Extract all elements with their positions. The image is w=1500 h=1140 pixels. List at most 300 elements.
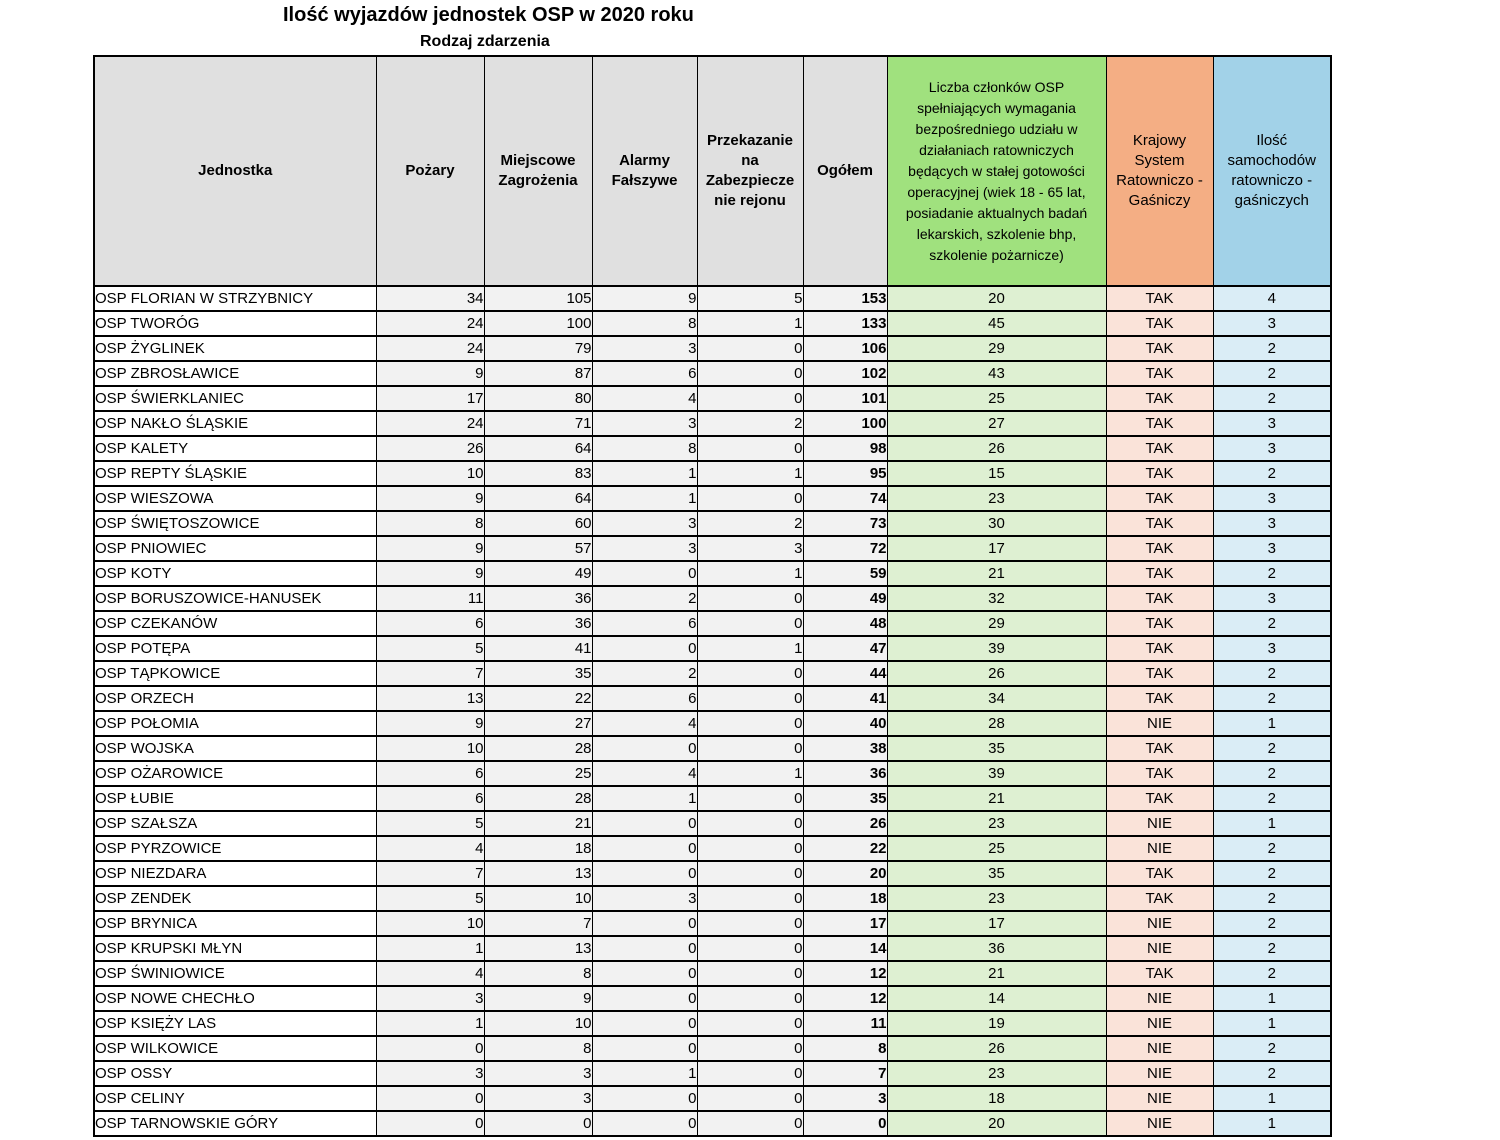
vehicles-count-cell: 2	[1213, 611, 1331, 636]
unit-name-cell: OSP OSSY	[94, 1061, 376, 1086]
miejscowe-zagrozenia-cell: 71	[484, 411, 592, 436]
przekazanie-cell: 0	[697, 436, 803, 461]
miejscowe-zagrozenia-cell: 10	[484, 1011, 592, 1036]
miejscowe-zagrozenia-cell: 8	[484, 1036, 592, 1061]
table-row	[94, 786, 1331, 811]
przekazanie-cell: 0	[697, 936, 803, 961]
alarmy-falszywe-cell: 2	[592, 586, 697, 611]
unit-name-cell: OSP CELINY	[94, 1086, 376, 1111]
members-count-cell: 23	[887, 811, 1106, 836]
pozary-cell: 3	[376, 1061, 484, 1086]
przekazanie-cell: 5	[697, 286, 803, 311]
pozary-cell: 1	[376, 936, 484, 961]
ksrg-status-cell: NIE	[1106, 811, 1213, 836]
miejscowe-zagrozenia-cell: 13	[484, 936, 592, 961]
przekazanie-cell: 0	[697, 336, 803, 361]
pozary-cell: 0	[376, 1086, 484, 1111]
column-header-miejscowe-zagrozenia: Miejscowe Zagrożenia	[484, 56, 592, 286]
members-count-cell: 35	[887, 736, 1106, 761]
members-count-cell: 21	[887, 786, 1106, 811]
pozary-cell: 7	[376, 661, 484, 686]
ksrg-status-cell: NIE	[1106, 911, 1213, 936]
osp-statistics-table	[93, 55, 1332, 1137]
pozary-cell: 5	[376, 811, 484, 836]
pozary-cell: 17	[376, 386, 484, 411]
members-count-cell: 39	[887, 636, 1106, 661]
ksrg-status-cell: NIE	[1106, 1061, 1213, 1086]
pozary-cell: 9	[376, 361, 484, 386]
miejscowe-zagrozenia-cell: 105	[484, 286, 592, 311]
vehicles-count-cell: 3	[1213, 411, 1331, 436]
ogolem-cell: 7	[803, 1061, 887, 1086]
alarmy-falszywe-cell: 0	[592, 1011, 697, 1036]
table-row	[94, 436, 1331, 461]
ksrg-status-cell: NIE	[1106, 1086, 1213, 1111]
przekazanie-cell: 0	[697, 1086, 803, 1111]
unit-name-cell: OSP ŁUBIE	[94, 786, 376, 811]
pozary-cell: 11	[376, 586, 484, 611]
przekazanie-cell: 3	[697, 536, 803, 561]
miejscowe-zagrozenia-cell: 100	[484, 311, 592, 336]
ksrg-status-cell: NIE	[1106, 711, 1213, 736]
przekazanie-cell: 1	[697, 761, 803, 786]
members-count-cell: 26	[887, 1036, 1106, 1061]
ogolem-cell: 8	[803, 1036, 887, 1061]
ogolem-cell: 14	[803, 936, 887, 961]
ogolem-cell: 106	[803, 336, 887, 361]
members-count-cell: 23	[887, 486, 1106, 511]
members-count-cell: 23	[887, 1061, 1106, 1086]
members-count-cell: 19	[887, 1011, 1106, 1036]
pozary-cell: 9	[376, 711, 484, 736]
alarmy-falszywe-cell: 3	[592, 536, 697, 561]
ogolem-cell: 38	[803, 736, 887, 761]
alarmy-falszywe-cell: 1	[592, 1061, 697, 1086]
vehicles-count-cell: 2	[1213, 1061, 1331, 1086]
table-row	[94, 511, 1331, 536]
przekazanie-cell: 0	[697, 661, 803, 686]
vehicles-count-cell: 3	[1213, 436, 1331, 461]
vehicles-count-cell: 2	[1213, 836, 1331, 861]
vehicles-count-cell: 1	[1213, 986, 1331, 1011]
przekazanie-cell: 0	[697, 911, 803, 936]
column-header-ksrg: Krajowy System Ratowniczo - Gaśniczy	[1106, 56, 1213, 286]
alarmy-falszywe-cell: 1	[592, 786, 697, 811]
ksrg-status-cell: TAK	[1106, 386, 1213, 411]
unit-name-cell: OSP BRYNICA	[94, 911, 376, 936]
vehicles-count-cell: 3	[1213, 486, 1331, 511]
alarmy-falszywe-cell: 0	[592, 1036, 697, 1061]
event-type-group-label: Rodzaj zdarzenia	[420, 33, 550, 50]
members-count-cell: 27	[887, 411, 1106, 436]
table-row	[94, 911, 1331, 936]
unit-name-cell: OSP ZBROSŁAWICE	[94, 361, 376, 386]
przekazanie-cell: 1	[697, 311, 803, 336]
table-row	[94, 711, 1331, 736]
unit-name-cell: OSP ORZECH	[94, 686, 376, 711]
vehicles-count-cell: 2	[1213, 936, 1331, 961]
ksrg-status-cell: TAK	[1106, 761, 1213, 786]
ogolem-cell: 48	[803, 611, 887, 636]
ogolem-cell: 18	[803, 886, 887, 911]
przekazanie-cell: 0	[697, 686, 803, 711]
ogolem-cell: 26	[803, 811, 887, 836]
miejscowe-zagrozenia-cell: 79	[484, 336, 592, 361]
table-row	[94, 536, 1331, 561]
pozary-cell: 26	[376, 436, 484, 461]
alarmy-falszywe-cell: 4	[592, 711, 697, 736]
miejscowe-zagrozenia-cell: 8	[484, 961, 592, 986]
miejscowe-zagrozenia-cell: 18	[484, 836, 592, 861]
pozary-cell: 0	[376, 1111, 484, 1136]
vehicles-count-cell: 2	[1213, 911, 1331, 936]
ogolem-cell: 20	[803, 861, 887, 886]
table-row	[94, 1086, 1331, 1111]
alarmy-falszywe-cell: 1	[592, 486, 697, 511]
pozary-cell: 5	[376, 886, 484, 911]
unit-name-cell: OSP ŚWINIOWICE	[94, 961, 376, 986]
unit-name-cell: OSP WOJSKA	[94, 736, 376, 761]
unit-name-cell: OSP BORUSZOWICE-HANUSEK	[94, 586, 376, 611]
ksrg-status-cell: NIE	[1106, 936, 1213, 961]
miejscowe-zagrozenia-cell: 36	[484, 586, 592, 611]
pozary-cell: 4	[376, 836, 484, 861]
column-header-alarmy-falszywe: Alarmy Fałszywe	[592, 56, 697, 286]
table-row	[94, 886, 1331, 911]
alarmy-falszywe-cell: 0	[592, 736, 697, 761]
vehicles-count-cell: 2	[1213, 961, 1331, 986]
unit-name-cell: OSP NAKŁO ŚLĄSKIE	[94, 411, 376, 436]
unit-name-cell: OSP REPTY ŚLĄSKIE	[94, 461, 376, 486]
miejscowe-zagrozenia-cell: 41	[484, 636, 592, 661]
members-count-cell: 43	[887, 361, 1106, 386]
unit-name-cell: OSP ŻYGLINEK	[94, 336, 376, 361]
ogolem-cell: 101	[803, 386, 887, 411]
vehicles-count-cell: 3	[1213, 511, 1331, 536]
pozary-cell: 9	[376, 486, 484, 511]
alarmy-falszywe-cell: 0	[592, 636, 697, 661]
unit-name-cell: OSP KRUPSKI MŁYN	[94, 936, 376, 961]
przekazanie-cell: 0	[697, 1011, 803, 1036]
przekazanie-cell: 0	[697, 886, 803, 911]
pozary-cell: 6	[376, 786, 484, 811]
ogolem-cell: 44	[803, 661, 887, 686]
ksrg-status-cell: TAK	[1106, 511, 1213, 536]
unit-name-cell: OSP KALETY	[94, 436, 376, 461]
pozary-cell: 1	[376, 1011, 484, 1036]
vehicles-count-cell: 2	[1213, 686, 1331, 711]
ksrg-status-cell: TAK	[1106, 536, 1213, 561]
ksrg-status-cell: TAK	[1106, 886, 1213, 911]
table-row	[94, 1036, 1331, 1061]
ksrg-status-cell: TAK	[1106, 311, 1213, 336]
vehicles-count-cell: 3	[1213, 536, 1331, 561]
ogolem-cell: 102	[803, 361, 887, 386]
pozary-cell: 6	[376, 761, 484, 786]
miejscowe-zagrozenia-cell: 80	[484, 386, 592, 411]
ksrg-status-cell: TAK	[1106, 661, 1213, 686]
ogolem-cell: 11	[803, 1011, 887, 1036]
table-row	[94, 761, 1331, 786]
alarmy-falszywe-cell: 4	[592, 386, 697, 411]
members-count-cell: 17	[887, 536, 1106, 561]
members-count-cell: 45	[887, 311, 1106, 336]
przekazanie-cell: 0	[697, 1111, 803, 1136]
vehicles-count-cell: 2	[1213, 786, 1331, 811]
members-count-cell: 18	[887, 1086, 1106, 1111]
miejscowe-zagrozenia-cell: 64	[484, 486, 592, 511]
vehicles-count-cell: 2	[1213, 561, 1331, 586]
pozary-cell: 13	[376, 686, 484, 711]
table-row	[94, 836, 1331, 861]
ksrg-status-cell: TAK	[1106, 736, 1213, 761]
przekazanie-cell: 0	[697, 736, 803, 761]
przekazanie-cell: 0	[697, 861, 803, 886]
ksrg-status-cell: TAK	[1106, 286, 1213, 311]
miejscowe-zagrozenia-cell: 60	[484, 511, 592, 536]
vehicles-count-cell: 2	[1213, 736, 1331, 761]
alarmy-falszywe-cell: 0	[592, 911, 697, 936]
miejscowe-zagrozenia-cell: 35	[484, 661, 592, 686]
ogolem-cell: 73	[803, 511, 887, 536]
miejscowe-zagrozenia-cell: 10	[484, 886, 592, 911]
ogolem-cell: 3	[803, 1086, 887, 1111]
ksrg-status-cell: TAK	[1106, 686, 1213, 711]
members-count-cell: 26	[887, 436, 1106, 461]
members-count-cell: 26	[887, 661, 1106, 686]
przekazanie-cell: 1	[697, 561, 803, 586]
ksrg-status-cell: TAK	[1106, 561, 1213, 586]
ksrg-status-cell: NIE	[1106, 986, 1213, 1011]
vehicles-count-cell: 1	[1213, 1111, 1331, 1136]
alarmy-falszywe-cell: 0	[592, 936, 697, 961]
pozary-cell: 10	[376, 736, 484, 761]
unit-name-cell: OSP PNIOWIEC	[94, 536, 376, 561]
pozary-cell: 24	[376, 336, 484, 361]
alarmy-falszywe-cell: 8	[592, 436, 697, 461]
przekazanie-cell: 0	[697, 361, 803, 386]
unit-name-cell: OSP KSIĘŻY LAS	[94, 1011, 376, 1036]
table-body	[94, 286, 1331, 1136]
ksrg-status-cell: TAK	[1106, 361, 1213, 386]
members-count-cell: 29	[887, 611, 1106, 636]
pozary-cell: 4	[376, 961, 484, 986]
members-count-cell: 39	[887, 761, 1106, 786]
przekazanie-cell: 2	[697, 511, 803, 536]
miejscowe-zagrozenia-cell: 7	[484, 911, 592, 936]
table-row	[94, 661, 1331, 686]
ogolem-cell: 17	[803, 911, 887, 936]
miejscowe-zagrozenia-cell: 22	[484, 686, 592, 711]
ksrg-status-cell: TAK	[1106, 486, 1213, 511]
members-count-cell: 17	[887, 911, 1106, 936]
ksrg-status-cell: TAK	[1106, 586, 1213, 611]
vehicles-count-cell: 1	[1213, 811, 1331, 836]
unit-name-cell: OSP NOWE CHECHŁO	[94, 986, 376, 1011]
vehicles-count-cell: 2	[1213, 761, 1331, 786]
table-row	[94, 686, 1331, 711]
column-header-liczba-czlonkow: Liczba członków OSP spełniających wymagania bezpośredniego udziału w działaniach ratowniczych będących w stałej gotowości operacyjnej (wiek 18 - 65 lat, posiadanie aktualnych badań lekarskich, szkolenie bhp, szkolenie pożarnicze)	[887, 56, 1106, 286]
members-count-cell: 30	[887, 511, 1106, 536]
alarmy-falszywe-cell: 0	[592, 561, 697, 586]
table-row	[94, 561, 1331, 586]
ogolem-cell: 22	[803, 836, 887, 861]
members-count-cell: 15	[887, 461, 1106, 486]
ogolem-cell: 72	[803, 536, 887, 561]
ogolem-cell: 95	[803, 461, 887, 486]
unit-name-cell: OSP ZENDEK	[94, 886, 376, 911]
unit-name-cell: OSP NIEZDARA	[94, 861, 376, 886]
unit-name-cell: OSP POŁOMIA	[94, 711, 376, 736]
alarmy-falszywe-cell: 8	[592, 311, 697, 336]
przekazanie-cell: 0	[697, 711, 803, 736]
przekazanie-cell: 0	[697, 986, 803, 1011]
pozary-cell: 24	[376, 411, 484, 436]
members-count-cell: 20	[887, 286, 1106, 311]
members-count-cell: 23	[887, 886, 1106, 911]
miejscowe-zagrozenia-cell: 9	[484, 986, 592, 1011]
miejscowe-zagrozenia-cell: 28	[484, 786, 592, 811]
miejscowe-zagrozenia-cell: 57	[484, 536, 592, 561]
unit-name-cell: OSP POTĘPA	[94, 636, 376, 661]
ogolem-cell: 40	[803, 711, 887, 736]
vehicles-count-cell: 3	[1213, 311, 1331, 336]
ogolem-cell: 12	[803, 986, 887, 1011]
alarmy-falszywe-cell: 2	[592, 661, 697, 686]
vehicles-count-cell: 2	[1213, 361, 1331, 386]
unit-name-cell: OSP WILKOWICE	[94, 1036, 376, 1061]
pozary-cell: 34	[376, 286, 484, 311]
ogolem-cell: 98	[803, 436, 887, 461]
alarmy-falszywe-cell: 0	[592, 811, 697, 836]
vehicles-count-cell: 1	[1213, 1086, 1331, 1111]
members-count-cell: 29	[887, 336, 1106, 361]
table-row	[94, 636, 1331, 661]
alarmy-falszywe-cell: 0	[592, 1111, 697, 1136]
unit-name-cell: OSP ŚWIĘTOSZOWICE	[94, 511, 376, 536]
members-count-cell: 14	[887, 986, 1106, 1011]
miejscowe-zagrozenia-cell: 64	[484, 436, 592, 461]
ogolem-cell: 59	[803, 561, 887, 586]
table-row	[94, 736, 1331, 761]
przekazanie-cell: 0	[697, 786, 803, 811]
unit-name-cell: OSP PYRZOWICE	[94, 836, 376, 861]
alarmy-falszywe-cell: 0	[592, 961, 697, 986]
ogolem-cell: 0	[803, 1111, 887, 1136]
miejscowe-zagrozenia-cell: 21	[484, 811, 592, 836]
miejscowe-zagrozenia-cell: 3	[484, 1086, 592, 1111]
alarmy-falszywe-cell: 3	[592, 411, 697, 436]
alarmy-falszywe-cell: 3	[592, 336, 697, 361]
table-row	[94, 586, 1331, 611]
ogolem-cell: 100	[803, 411, 887, 436]
przekazanie-cell: 0	[697, 811, 803, 836]
column-header-pozary: Pożary	[376, 56, 484, 286]
miejscowe-zagrozenia-cell: 0	[484, 1111, 592, 1136]
alarmy-falszywe-cell: 9	[592, 286, 697, 311]
ogolem-cell: 133	[803, 311, 887, 336]
ksrg-status-cell: TAK	[1106, 961, 1213, 986]
miejscowe-zagrozenia-cell: 83	[484, 461, 592, 486]
przekazanie-cell: 0	[697, 586, 803, 611]
ksrg-status-cell: NIE	[1106, 1011, 1213, 1036]
unit-name-cell: OSP OŻAROWICE	[94, 761, 376, 786]
members-count-cell: 20	[887, 1111, 1106, 1136]
przekazanie-cell: 0	[697, 486, 803, 511]
column-header-przekazanie: Przekazanie na Zabezpieczenie rejonu	[697, 56, 803, 286]
unit-name-cell: OSP SZAŁSZA	[94, 811, 376, 836]
przekazanie-cell: 1	[697, 461, 803, 486]
table-row	[94, 336, 1331, 361]
unit-name-cell: OSP ŚWIERKLANIEC	[94, 386, 376, 411]
table-header-row	[94, 56, 1331, 286]
members-count-cell: 21	[887, 961, 1106, 986]
alarmy-falszywe-cell: 6	[592, 686, 697, 711]
table-row	[94, 386, 1331, 411]
table-row	[94, 611, 1331, 636]
miejscowe-zagrozenia-cell: 36	[484, 611, 592, 636]
alarmy-falszywe-cell: 6	[592, 361, 697, 386]
pozary-cell: 10	[376, 461, 484, 486]
vehicles-count-cell: 2	[1213, 1036, 1331, 1061]
pozary-cell: 6	[376, 611, 484, 636]
column-header-ilosc-samochodow: Ilość samochodów ratowniczo - gaśniczych	[1213, 56, 1331, 286]
ksrg-status-cell: NIE	[1106, 1111, 1213, 1136]
table-row	[94, 811, 1331, 836]
members-count-cell: 21	[887, 561, 1106, 586]
table-row	[94, 486, 1331, 511]
alarmy-falszywe-cell: 0	[592, 986, 697, 1011]
table-row	[94, 1111, 1331, 1136]
pozary-cell: 9	[376, 536, 484, 561]
members-count-cell: 36	[887, 936, 1106, 961]
alarmy-falszywe-cell: 0	[592, 1086, 697, 1111]
miejscowe-zagrozenia-cell: 49	[484, 561, 592, 586]
alarmy-falszywe-cell: 3	[592, 886, 697, 911]
przekazanie-cell: 0	[697, 1061, 803, 1086]
pozary-cell: 9	[376, 561, 484, 586]
table-row	[94, 311, 1331, 336]
ogolem-cell: 74	[803, 486, 887, 511]
alarmy-falszywe-cell: 1	[592, 461, 697, 486]
vehicles-count-cell: 1	[1213, 1011, 1331, 1036]
column-header-jednostka: Jednostka	[94, 56, 376, 286]
vehicles-count-cell: 4	[1213, 286, 1331, 311]
pozary-cell: 24	[376, 311, 484, 336]
pozary-cell: 8	[376, 511, 484, 536]
members-count-cell: 35	[887, 861, 1106, 886]
members-count-cell: 25	[887, 836, 1106, 861]
przekazanie-cell: 0	[697, 961, 803, 986]
ksrg-status-cell: NIE	[1106, 1036, 1213, 1061]
ogolem-cell: 36	[803, 761, 887, 786]
pozary-cell: 5	[376, 636, 484, 661]
alarmy-falszywe-cell: 0	[592, 861, 697, 886]
przekazanie-cell: 2	[697, 411, 803, 436]
ksrg-status-cell: TAK	[1106, 636, 1213, 661]
table-row	[94, 286, 1331, 311]
table-row	[94, 411, 1331, 436]
przekazanie-cell: 1	[697, 636, 803, 661]
table-row	[94, 461, 1331, 486]
alarmy-falszywe-cell: 3	[592, 511, 697, 536]
miejscowe-zagrozenia-cell: 3	[484, 1061, 592, 1086]
ksrg-status-cell: TAK	[1106, 611, 1213, 636]
miejscowe-zagrozenia-cell: 27	[484, 711, 592, 736]
ksrg-status-cell: TAK	[1106, 861, 1213, 886]
table-row	[94, 936, 1331, 961]
miejscowe-zagrozenia-cell: 13	[484, 861, 592, 886]
